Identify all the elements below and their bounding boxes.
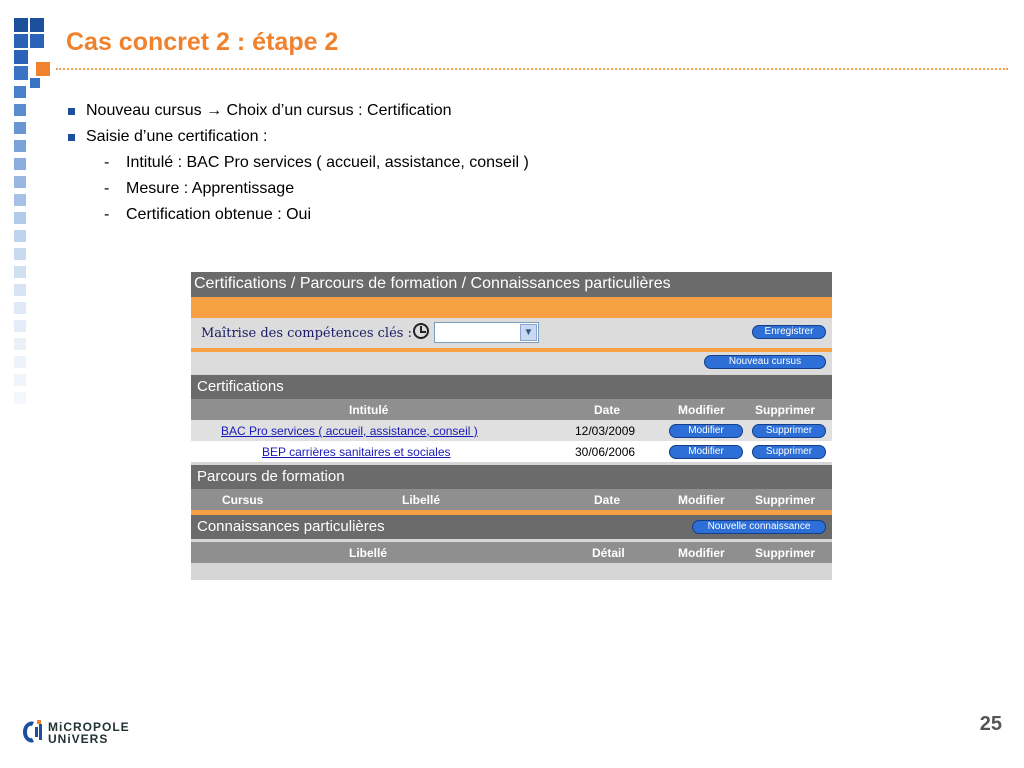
certification-link[interactable]: BAC Pro services ( accueil, assistance, conseil ): [221, 424, 478, 438]
bullet-square-icon: [68, 108, 75, 115]
page-number: 25: [979, 713, 1002, 735]
connaissances-header: [191, 515, 832, 539]
column-libelle: Libellé: [402, 493, 441, 507]
maitrise-select[interactable]: [434, 322, 539, 343]
maitrise-label: Maîtrise des compétences clés :: [201, 326, 412, 341]
connaissances-title: Connaissances particulières: [197, 518, 385, 535]
sub-item: [66, 150, 529, 176]
bullet-text: Nouveau cursus → Choix d’un cursus : Certification: [86, 102, 452, 119]
logo-text-line2: UNiVERS: [48, 732, 109, 746]
certification-date: 12/03/2009: [575, 424, 636, 438]
column-date: Date: [594, 403, 621, 417]
column-cursus: Cursus: [222, 493, 264, 507]
column-modifier: Modifier: [678, 493, 725, 507]
nouveau-cursus-button[interactable]: Nouveau cursus: [704, 355, 826, 369]
logo-mark-icon: [20, 718, 44, 746]
column-supprimer: Supprimer: [755, 493, 816, 507]
bullet-item: [66, 124, 529, 150]
column-intitule: Intitulé: [349, 403, 389, 417]
table-row: [191, 420, 832, 441]
column-modifier: Modifier: [678, 403, 725, 417]
micropole-logo: [20, 718, 150, 748]
bullet-item: [66, 98, 529, 124]
app-screenshot: [191, 272, 832, 580]
dash-marker: -: [104, 180, 110, 197]
column-supprimer: Supprimer: [755, 403, 816, 417]
logo-text-line1: MiCROPOLE: [48, 720, 130, 734]
decorative-squares: [0, 0, 60, 420]
title-divider: [56, 68, 1008, 70]
parcours-header: Parcours de formation: [191, 465, 832, 489]
nouveau-cursus-row: [191, 352, 832, 374]
enregistrer-button[interactable]: Enregistrer: [752, 325, 826, 339]
app-header: Certifications / Parcours de formation / Connaissances particulières: [191, 272, 832, 297]
supprimer-button[interactable]: Supprimer: [752, 424, 826, 438]
chevron-down-icon[interactable]: ▼: [520, 324, 537, 341]
dash-marker: -: [104, 154, 110, 171]
table-row: [191, 441, 832, 462]
supprimer-button[interactable]: Supprimer: [752, 445, 826, 459]
sub-item-text: Certification obtenue : Oui: [126, 206, 311, 223]
column-supprimer: Supprimer: [755, 546, 816, 560]
modifier-button[interactable]: Modifier: [669, 424, 743, 438]
bullet-text: Saisie d’une certification :: [86, 128, 268, 145]
certifications-column-header: [191, 399, 832, 420]
maitrise-row: [191, 318, 832, 348]
orange-band: [191, 297, 832, 318]
certification-link[interactable]: BEP carrières sanitaires et sociales: [262, 445, 451, 459]
nouvelle-connaissance-button[interactable]: Nouvelle connaissance: [692, 520, 826, 534]
parcours-column-header: [191, 489, 832, 510]
certification-date: 30/06/2006: [575, 445, 636, 459]
connaissances-column-header: [191, 542, 832, 563]
clock-icon[interactable]: [413, 323, 429, 339]
slide-title: Cas concret 2 : étape 2: [66, 28, 339, 56]
bullet-square-icon: [68, 134, 75, 141]
certifications-header: Certifications: [191, 375, 832, 399]
bullet-list: [66, 98, 529, 228]
sub-item-text: Intitulé : BAC Pro services ( accueil, assistance, conseil ): [126, 154, 529, 171]
column-detail: Détail: [592, 546, 625, 560]
column-libelle: Libellé: [349, 546, 388, 560]
column-date: Date: [594, 493, 621, 507]
column-modifier: Modifier: [678, 546, 725, 560]
sub-item: [66, 176, 529, 202]
modifier-button[interactable]: Modifier: [669, 445, 743, 459]
sub-item-text: Mesure : Apprentissage: [126, 180, 295, 197]
dash-marker: -: [104, 206, 110, 223]
sub-item: [66, 202, 529, 228]
